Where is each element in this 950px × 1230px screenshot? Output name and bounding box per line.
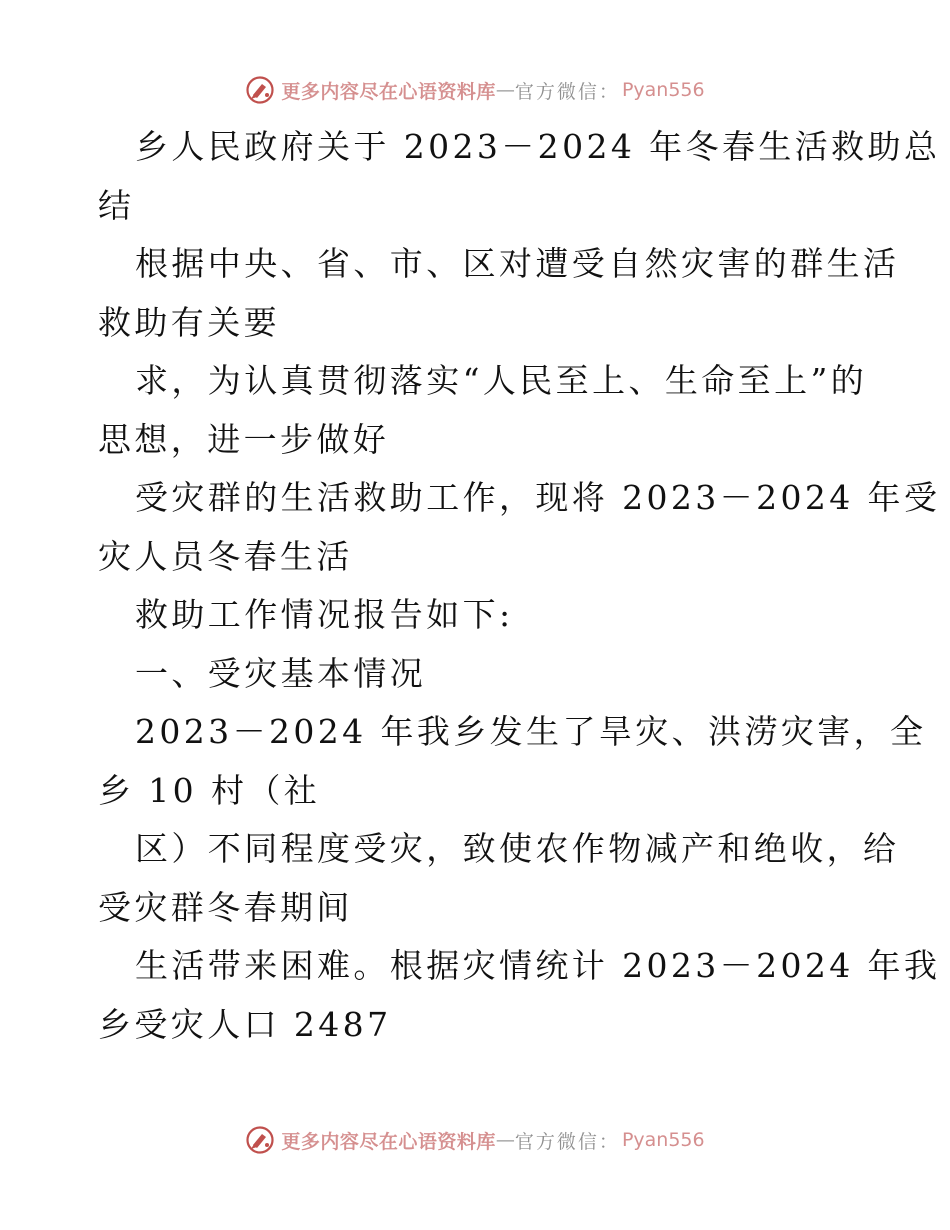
text-line: 救助工作情况报告如下: [135,595,514,634]
header-watermark [0,72,950,108]
text-line: 区）不同程度受灾，致使农作物减产和绝收，给 [135,829,900,868]
text-line: 乡 10 村（社 [98,770,321,810]
watermark-main-text: 更多内容尽在心语资料库 [281,1130,496,1153]
text-line: 受灾群冬春期间 [98,887,353,927]
section-heading: 一、受灾基本情况 [135,653,427,693]
text-line: 根据中央、省、市、区对遭受自然灾害的群生活 [135,244,900,283]
watermark-id: Pyan556 [621,79,705,101]
text-line: 受灾群的生活救助工作，现将 2023－2024 年受 [135,478,941,517]
watermark-tail-text: 官方微信： [514,1130,620,1153]
text-line: 生活带来困难。根据灾情统计 2023－2024 年我 [135,946,941,985]
watermark-tail-text: 官方微信： [514,80,620,103]
text-line: 结 [98,185,135,225]
watermark-logo-icon [245,1125,275,1155]
watermark-main-text: 更多内容尽在心语资料库 [281,80,496,103]
text-line: 求，为认真贯彻落实“人民至上、生命至上”的 [135,361,868,400]
text-line: 救助有关要 [98,302,280,342]
text-line: 乡人民政府关于 2023－2024 年冬春生活救助总 [135,127,941,166]
watermark-dash: — [495,1129,515,1151]
text-line: 2023－2024 年我乡发生了旱灾、洪涝灾害，全 [135,712,927,751]
watermark-logo-icon [245,75,275,105]
text-line: 思想，进一步做好 [98,419,390,459]
text-line: 乡受灾人口 2487 [98,1004,392,1044]
document-body [98,118,941,1054]
watermark-id: Pyan556 [621,1129,705,1151]
text-line: 灾人员冬春生活 [98,536,353,576]
watermark-dash: — [495,79,515,101]
footer-watermark [0,1122,950,1158]
